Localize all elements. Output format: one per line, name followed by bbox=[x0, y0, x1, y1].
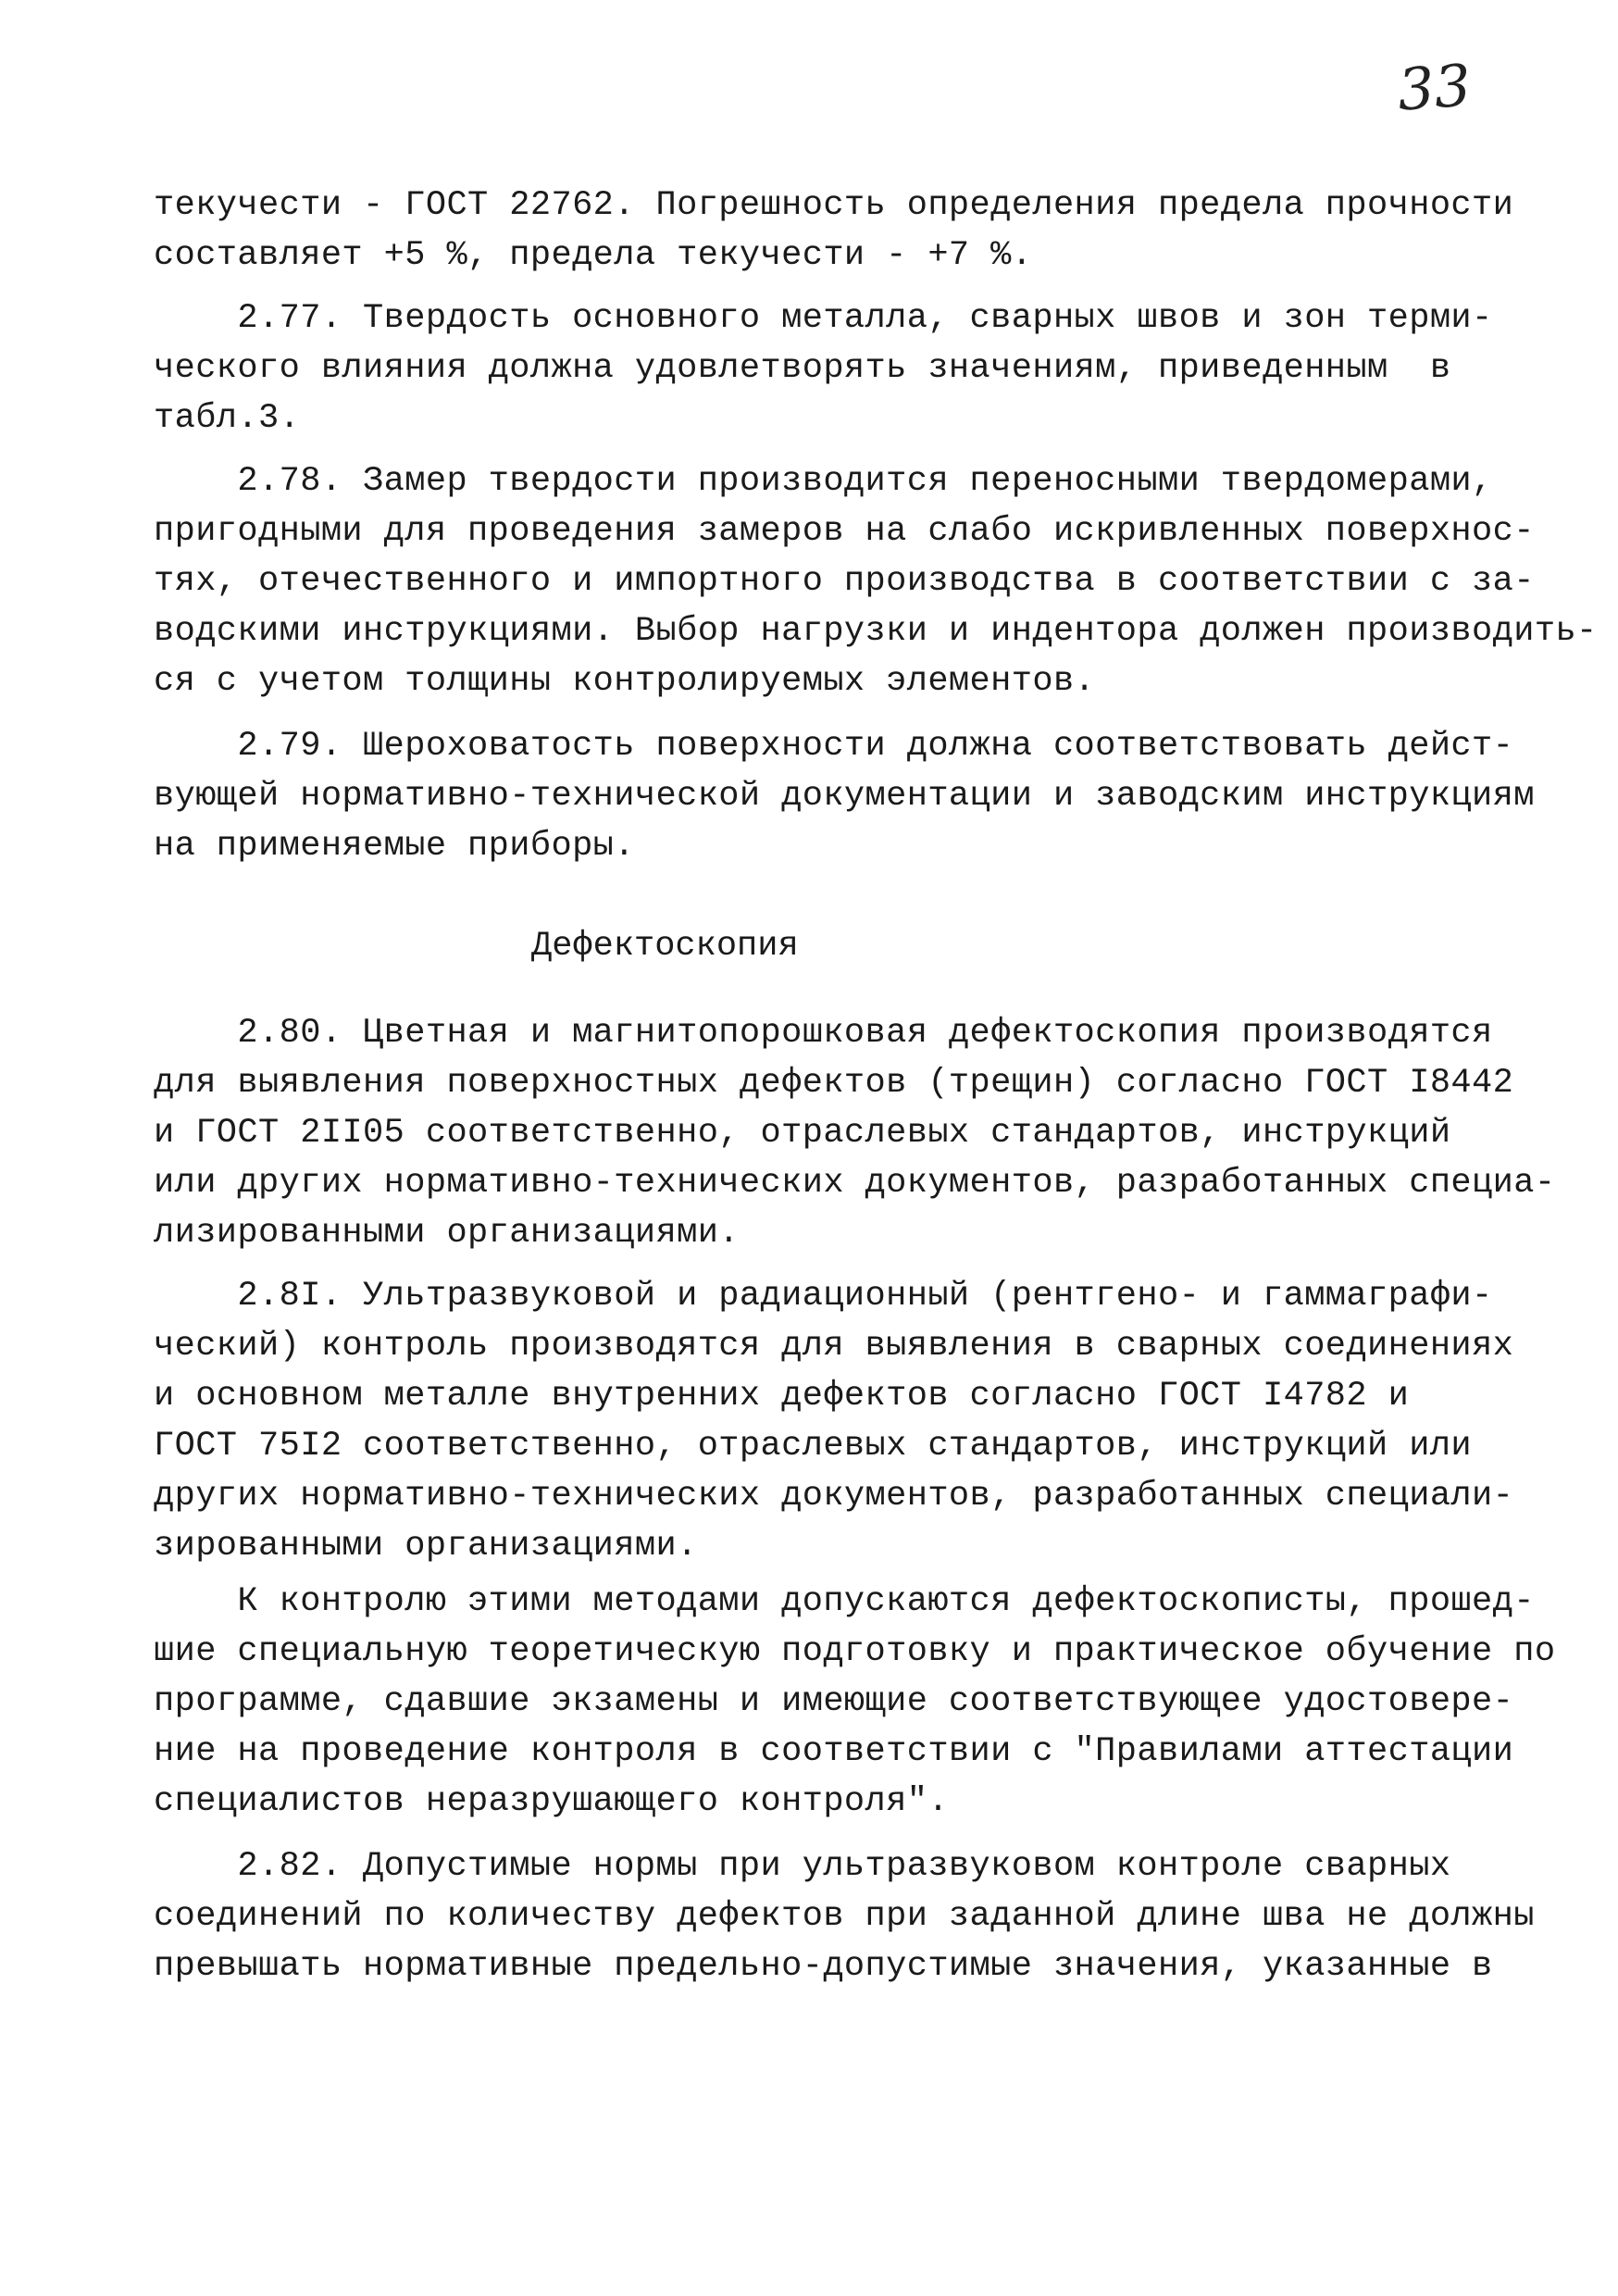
text-line: на применяемые приборы. bbox=[154, 827, 635, 866]
text-line: 2.8I. Ультразвуковой и радиационный (рентгено- и гаммаграфи- bbox=[154, 1277, 1493, 1316]
section-heading: Дефектоскопия bbox=[531, 927, 799, 966]
text-line: табл.3. bbox=[154, 399, 301, 438]
text-line: ческий) контроль производятся для выявления в сварных соединениях bbox=[154, 1327, 1514, 1366]
text-line: соединений по количеству дефектов при заданной длине шва не должны bbox=[154, 1897, 1535, 1936]
text-line: ние на проведение контроля в соответствии с "Правилами аттестации bbox=[154, 1732, 1514, 1771]
text-line: вующей нормативно-технической документации и заводским инструкциям bbox=[154, 777, 1535, 816]
text-line: и ГОСТ 2II05 соответственно, отраслевых стандартов, инструкций bbox=[154, 1114, 1451, 1153]
text-line: тях, отечественного и импортного производства в соответствии с за- bbox=[154, 562, 1535, 601]
page-number: 33 bbox=[1395, 51, 1474, 124]
text-line: программе, сдавшие экзамены и имеющие соответствующее удостовере- bbox=[154, 1682, 1514, 1721]
text-line: пригодными для проведения замеров на слабо искривленных поверхнос- bbox=[154, 512, 1535, 551]
text-line: лизированными организациями. bbox=[154, 1214, 740, 1253]
text-line: 2.77. Твердость основного металла, сварных швов и зон терми- bbox=[154, 299, 1493, 338]
text-line: текучести - ГОСТ 22762. Погрешность определения предела прочности bbox=[154, 186, 1514, 225]
text-line: ся с учетом толщины контролируемых элементов. bbox=[154, 662, 1096, 701]
text-line: 2.82. Допустимые нормы при ультразвуковом контроле сварных bbox=[154, 1847, 1451, 1886]
text-line: других нормативно-технических документов, разработанных специали- bbox=[154, 1477, 1514, 1516]
text-line: К контролю этими методами допускаются дефектоскописты, прошед- bbox=[154, 1582, 1535, 1621]
text-line: специалистов неразрушающего контроля". bbox=[154, 1782, 949, 1821]
text-line: 2.79. Шероховатость поверхности должна соответствовать дейст- bbox=[154, 727, 1514, 766]
text-line: ческого влияния должна удовлетворять значениям, приведенным в bbox=[154, 349, 1451, 388]
text-line: зированными организациями. bbox=[154, 1527, 698, 1566]
text-line: 2.78. Замер твердости производится переносными твердомерами, bbox=[154, 462, 1493, 501]
text-line: превышать нормативные предельно-допустимые значения, указанные в bbox=[154, 1947, 1493, 1986]
text-line: шие специальную теоретическую подготовку и практическое обучение по bbox=[154, 1632, 1556, 1671]
text-line: составляет +5 %, предела текучести - +7 %. bbox=[154, 236, 1033, 275]
text-line: для выявления поверхностных дефектов (трещин) согласно ГОСТ I8442 bbox=[154, 1064, 1514, 1103]
text-line: 2.80. Цветная и магнитопорошковая дефектоскопия производятся bbox=[154, 1014, 1493, 1053]
text-line: или других нормативно-технических документов, разработанных специа- bbox=[154, 1164, 1556, 1203]
text-line: ГОСТ 75I2 соответственно, отраслевых стандартов, инструкций или bbox=[154, 1427, 1473, 1466]
text-line: и основном металле внутренних дефектов согласно ГОСТ I4782 и bbox=[154, 1377, 1410, 1416]
text-line: водскими инструкциями. Выбор нагрузки и индентора должен производить- bbox=[154, 612, 1598, 651]
